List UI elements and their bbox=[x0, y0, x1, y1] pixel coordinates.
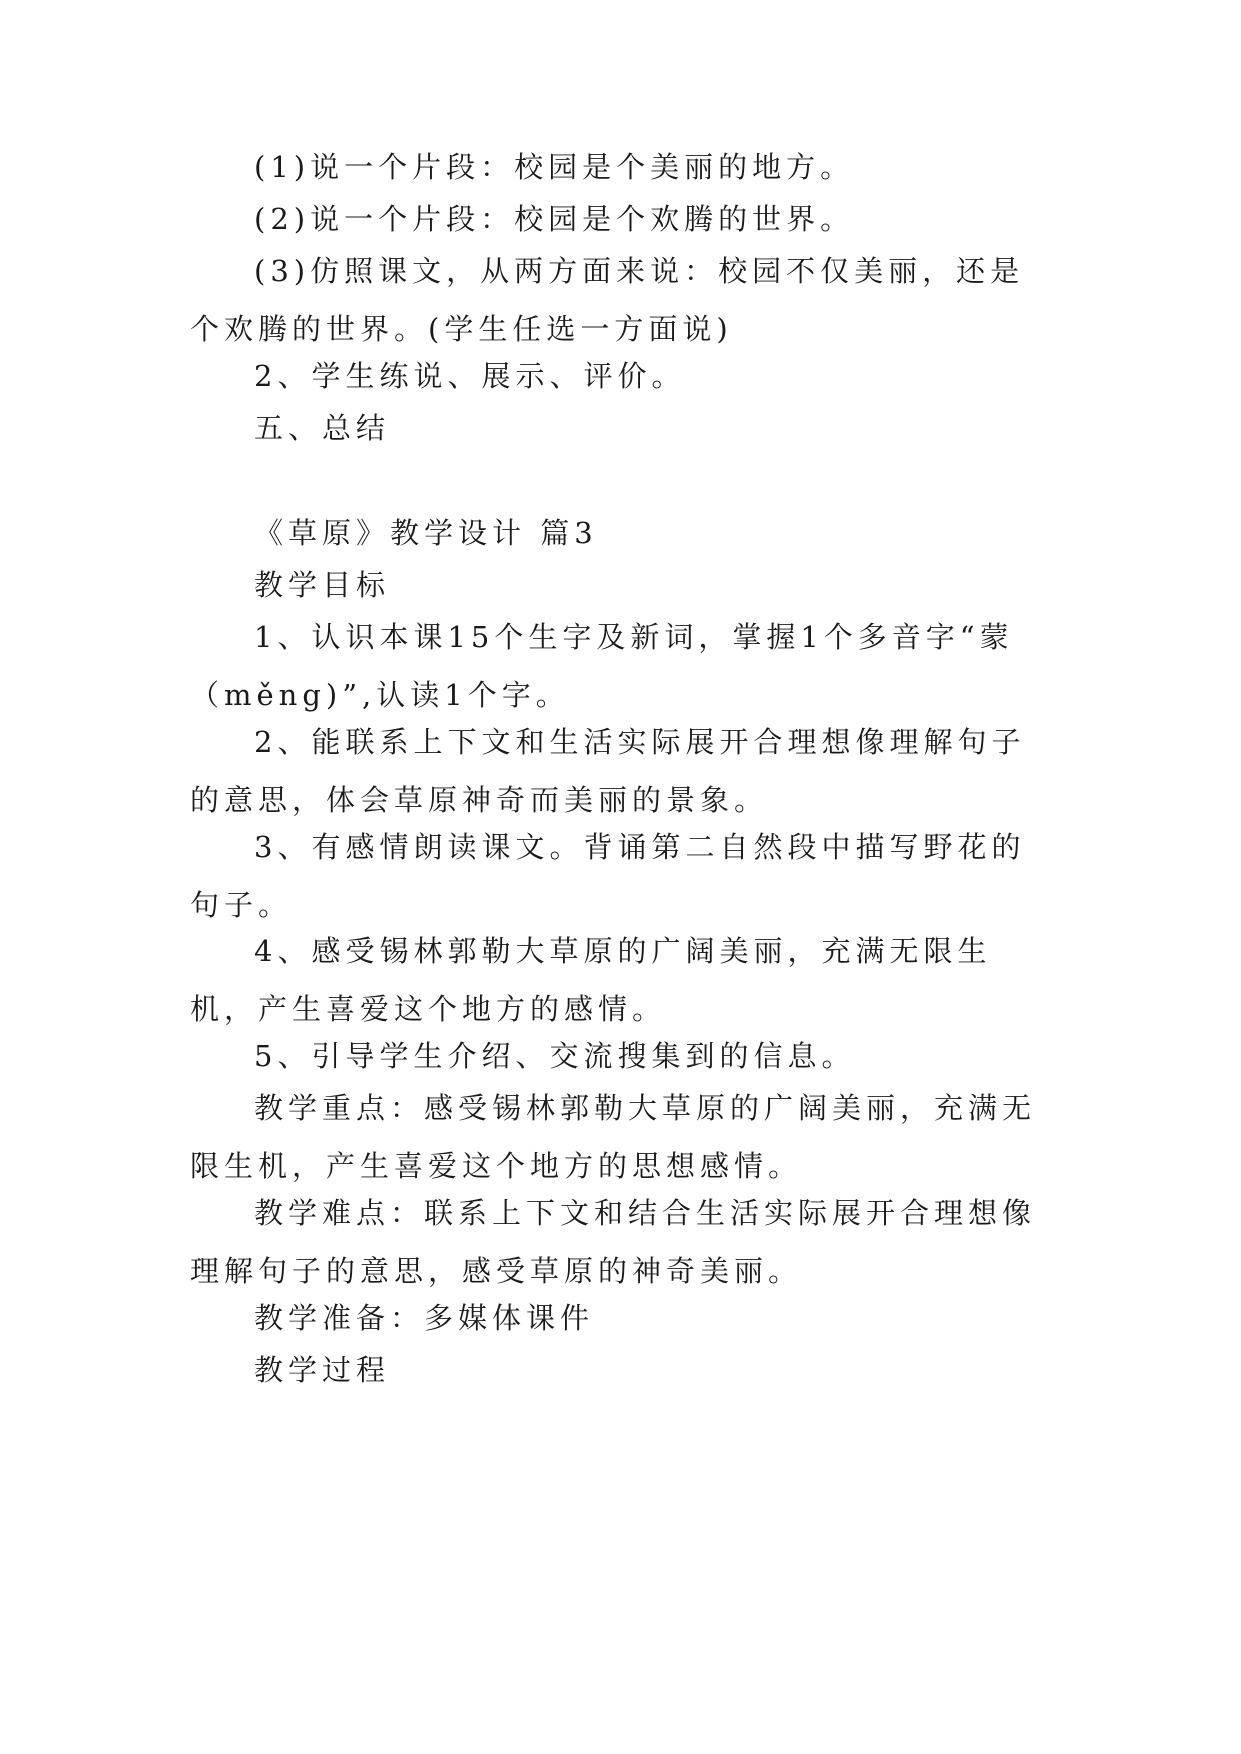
paragraph: 4、感受锡林郭勒大草原的广阔美丽，充满无限生机，产生喜爱这个地方的感情。 bbox=[190, 934, 992, 1026]
section-heading: 五、总结 bbox=[254, 411, 391, 445]
paragraph: 2、学生练说、展示、评价。 bbox=[254, 359, 686, 393]
paragraph: 教学准备：多媒体课件 bbox=[254, 1301, 595, 1335]
paragraph: 5、引导学生介绍、交流搜集到的信息。 bbox=[254, 1039, 856, 1073]
section-heading: 教学目标 bbox=[254, 568, 391, 602]
paragraph: 1、认识本课15个生字及新词，掌握1个多音字“蒙（měng)”,认读1个字。 bbox=[190, 620, 1014, 712]
paragraph: 2、能联系上下文和生活实际展开合理想像理解句子的意思，体会草原神奇而美丽的景象。 bbox=[190, 725, 1026, 817]
paragraph: 教学重点：感受锡林郭勒大草原的广阔美丽，充满无限生机，产生喜爱这个地方的思想感情。 bbox=[190, 1091, 1037, 1183]
document-title: 《草原》教学设计 篇3 bbox=[254, 516, 598, 550]
paragraph: (3)仿照课文，从两方面来说：校园不仅美丽，还是个欢腾的世界。(学生任选一方面说) bbox=[190, 254, 1025, 346]
paragraph: 教学难点：联系上下文和结合生活实际展开合理想像理解句子的意思，感受草原的神奇美丽。 bbox=[190, 1196, 1037, 1288]
paragraph: (2)说一个片段：校园是个欢腾的世界。 bbox=[254, 202, 855, 236]
paragraph: 3、有感情朗读课文。背诵第二自然段中描写野花的句子。 bbox=[190, 830, 1026, 922]
section-heading: 教学过程 bbox=[254, 1353, 391, 1387]
paragraph: (1)说一个片段：校园是个美丽的地方。 bbox=[254, 150, 855, 184]
